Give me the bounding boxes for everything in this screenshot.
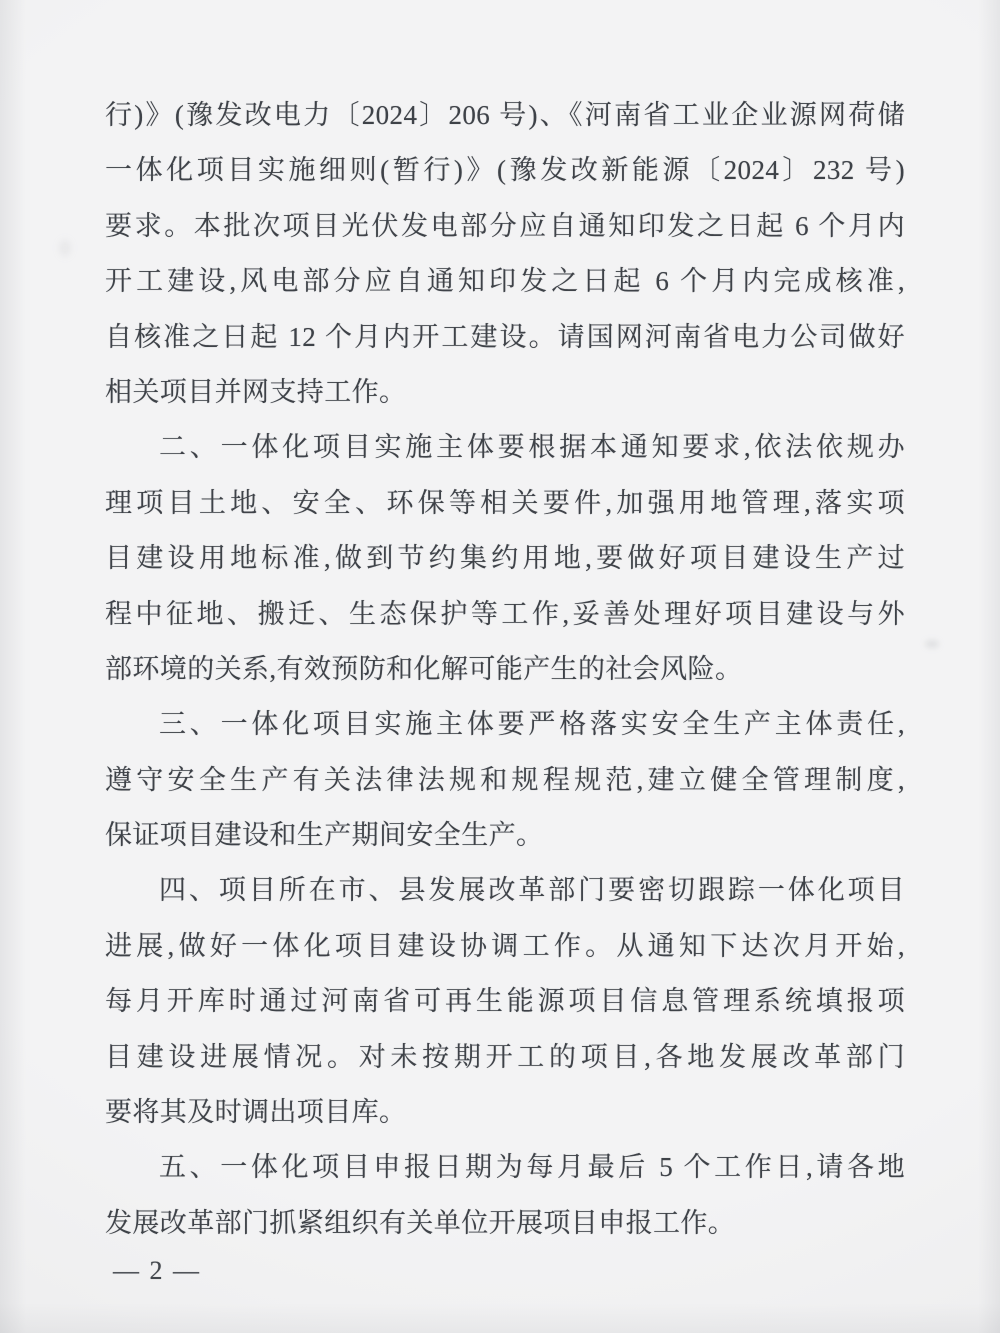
- text-line: 五、一体化项目申报日期为每月最后 5 个工作日,请各地: [159, 1152, 905, 1183]
- text-line: 行)》(豫发改电力〔2024〕206 号)、《河南省工业企业源网荷储: [105, 100, 905, 130]
- text-line: 开工建设,风电部分应自通知印发之日起 6 个月内完成核准,: [105, 266, 905, 297]
- text-line: 二、一体化项目实施主体要根据本通知要求,依法依规办: [159, 432, 905, 463]
- text-line: 三、一体化项目实施主体要严格落实安全生产主体责任,: [159, 709, 905, 740]
- text-line: 要求。本批次项目光伏发电部分应自通知印发之日起 6 个月内: [105, 210, 905, 241]
- text-line: 要将其及时调出项目库。: [105, 1097, 407, 1128]
- text-line: 自核准之日起 12 个月内开工建设。请国网河南省电力公司做好: [105, 321, 905, 352]
- document-body: [105, 88, 905, 1251]
- text-line: 遵守安全生产有关法律法规和规程规范,建立健全管理制度,: [105, 764, 905, 795]
- text-line: 目建设用地标准,做到节约集约用地,要做好项目建设生产过: [105, 543, 905, 574]
- scan-edge-shadow-bottom: [0, 1303, 1000, 1333]
- text-line: 四、项目所在市、县发展改革部门要密切跟踪一体化项目: [159, 875, 905, 906]
- text-line: 目建设进展情况。对未按期开工的项目,各地发展改革部门: [105, 1041, 905, 1072]
- text-line: 相关项目并网支持工作。: [105, 376, 407, 407]
- scan-artifact-speck: [60, 240, 70, 256]
- text-line: 部环境的关系,有效预防和化解可能产生的社会风险。: [105, 653, 743, 684]
- scan-edge-shadow-left: [0, 0, 26, 1333]
- text-line: 理项目土地、安全、环保等相关要件,加强用地管理,落实项: [105, 487, 905, 518]
- text-line: 发展改革部门抓紧组织有关单位开展项目申报工作。: [105, 1207, 736, 1238]
- text-line: 程中征地、搬迁、生态保护等工作,妥善处理好项目建设与外: [105, 598, 905, 629]
- text-line: 一体化项目实施细则(暂行)》(豫发改新能源〔2024〕232 号): [105, 155, 905, 186]
- scan-artifact-speck: [925, 640, 939, 648]
- scan-edge-shadow-right: [978, 0, 1000, 1333]
- text-line: 每月开库时通过河南省可再生能源项目信息管理系统填报项: [105, 986, 905, 1017]
- text-line: 保证项目建设和生产期间安全生产。: [105, 820, 544, 851]
- page-number: — 2 —: [113, 1256, 201, 1285]
- text-line: 进展,做好一体化项目建设协调工作。从通知下达次月开始,: [105, 930, 905, 961]
